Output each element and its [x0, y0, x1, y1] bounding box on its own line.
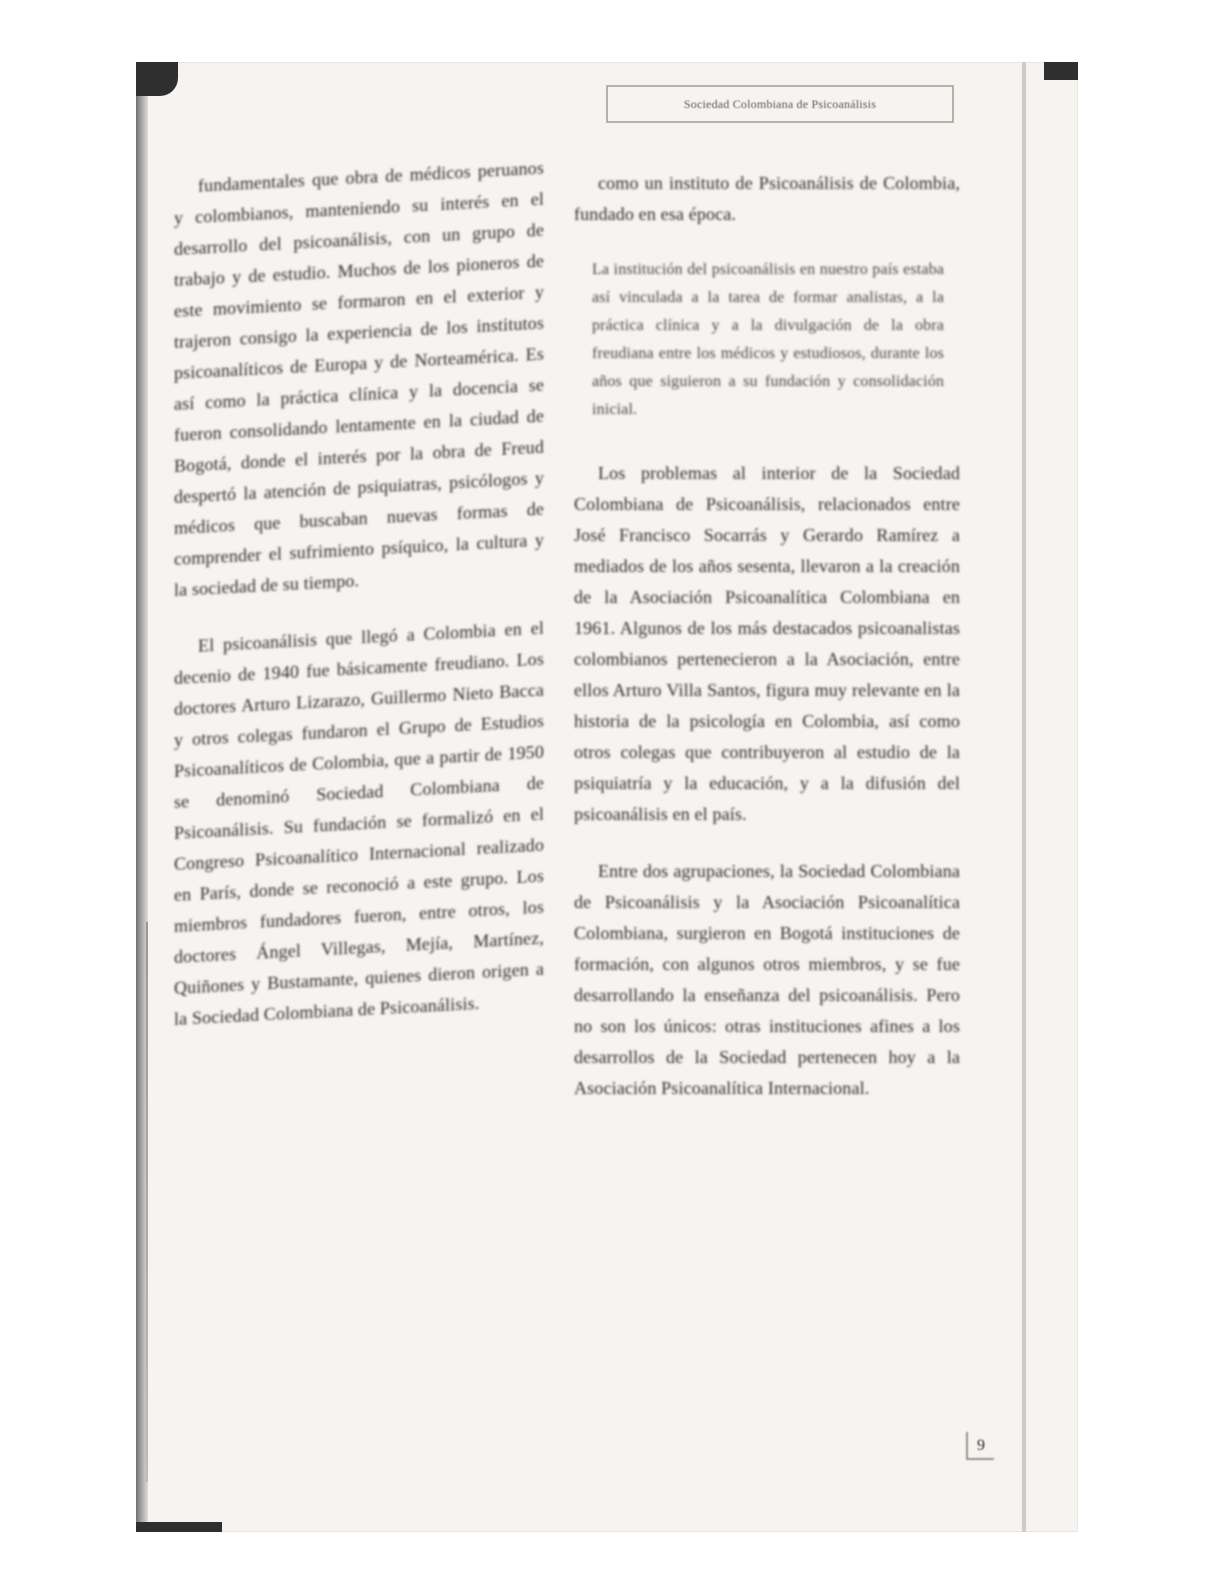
scan-corner-bottom-left	[136, 1522, 222, 1532]
scan-corner-top-right	[1044, 62, 1078, 80]
right-paragraph-1: Los problemas al interior de la Sociedad Colombiana de Psicoanálisis, relacionados entre José Francisco Socarrás y Gerardo Ramírez a mediados de los años sesenta, llevaron a la creación de la Asociación Psicoanalítica Colombiana en 1961. Algunos de los más destacados psicoanalistas colombianos pertenecieron a la Asociación, entre ellos Arturo Villa Santos, figura muy relevante en la historia de la psicología en Colombia, así como otros colegas que contribuyeron al estudio de la psiquiatría y la educación, y a la difusión del psicoanálisis en el país.	[574, 463, 960, 824]
scanned-page	[136, 62, 1078, 1532]
right-paragraph-2: Entre dos agrupaciones, la Sociedad Colombiana de Psicoanálisis y la Asociación Psicoanalítica Colombiana, surgieron en Bogotá instituciones de formación, con algunos otros miembros, y se fue desarrollando la enseñanza del psicoanálisis. Pero no son los únicos: otras instituciones afines a los desarrollos de la Sociedad pertenecen hoy a la Asociación Psicoanalítica Internacional.	[574, 861, 960, 1098]
page-number: 9	[966, 1432, 994, 1460]
running-header-text: Sociedad Colombiana de Psicoanálisis	[683, 96, 877, 111]
left-text-column	[174, 149, 544, 1061]
right-text-column	[574, 168, 960, 1130]
running-header	[606, 85, 954, 123]
left-paragraph-2: El psicoanálisis que llegó a Colombia en el decenio de 1940 fue básicamente freudiano. Los doctores Arturo Lizarazo, Guillermo Nieto Bacca y otros colegas fundaron el Grupo de Estudios Psicoanalíticos de Colombia, que a partir de 1950 se denominó Sociedad Colombiana de Psicoanálisis. Su fundación se formalizó en el Congreso Psicoanalítico Internacional realizado en París, donde se reconoció a este grupo. Los miembros fundadores fueron, entre otros, los doctores Ángel Villegas, Mejía, Martínez, Quiñones y Bustamante, quienes dieron origen a la Sociedad Colombiana de Psicoanálisis.	[174, 617, 544, 1029]
scan-corner-top-left	[136, 62, 178, 96]
page-right-edge	[1022, 62, 1026, 1532]
block-quote: La institución del psicoanálisis en nuestro país estaba así vinculada a la tarea de formar analistas, a la práctica clínica y a la divulgación de la obra freudiana entre los médicos y estudiosos, durante los años que siguieron a su fundación y consolidación inicial.	[592, 261, 944, 418]
page-fold-line	[146, 922, 148, 1482]
left-paragraph-1: fundamentales que obra de médicos peruanos y colombianos, manteniendo su interés en el desarrollo del psicoanálisis, con un grupo de trabajo y de estudio. Muchos de los pioneros de este movimiento se formaron en el exterior y trajeron consigo la experiencia de los institutos psicoanalíticos de Europa y de Norteamérica. Es así como la práctica clínica y la docencia se fueron consolidando lentamente en la ciudad de Bogotá, donde el interés por la obra de Freud despertó la atención de psiquiatras, psicólogos y médicos que buscaban nuevas formas de comprender el sufrimiento psíquico, la cultura y la sociedad de su tiempo.	[174, 157, 544, 600]
right-intro-paragraph: como un instituto de Psicoanálisis de Colombia, fundado en esa época.	[574, 173, 960, 224]
